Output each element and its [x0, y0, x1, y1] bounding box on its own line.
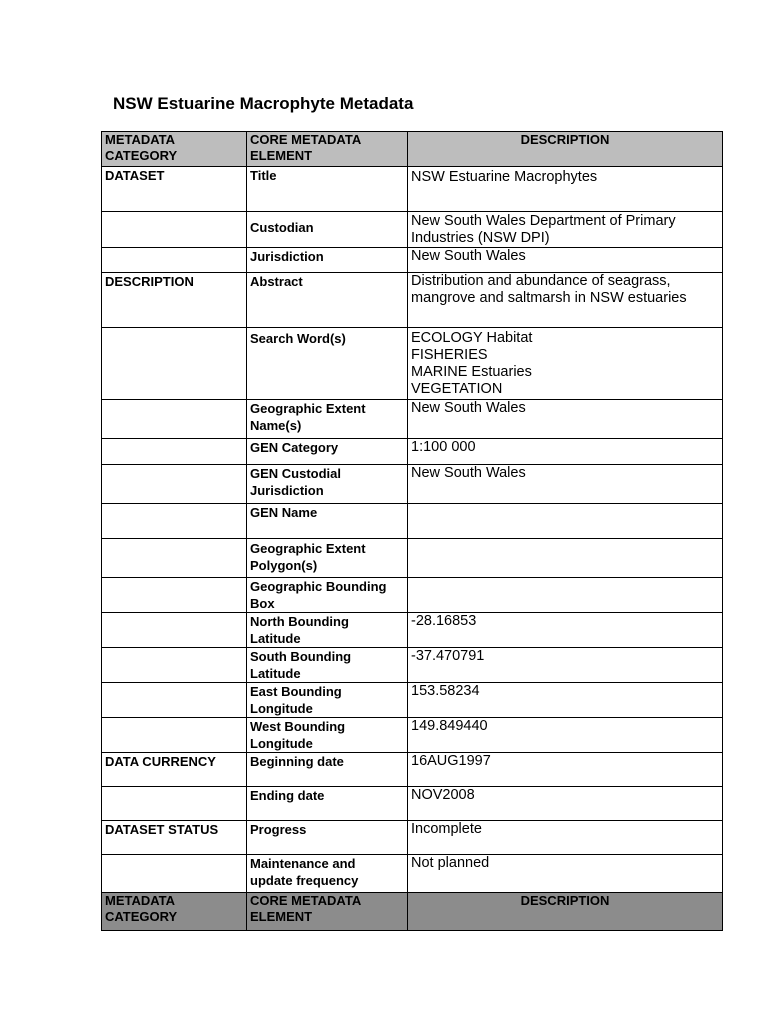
row-element: Maintenance and update frequency — [247, 855, 408, 893]
row-element: Progress — [247, 821, 408, 855]
header-metadata-category: METADATA CATEGORY — [102, 132, 247, 167]
table-row — [102, 855, 723, 893]
row-value: 1:100 000 — [408, 439, 723, 465]
row-value: New South Wales — [408, 248, 723, 273]
row-element: Geographic Bounding Box — [247, 578, 408, 613]
table-row — [102, 718, 723, 753]
row-category — [102, 504, 247, 539]
row-value: Distribution and abundance of seagrass, mangrove and saltmarsh in NSW estuaries — [408, 273, 723, 328]
row-element: GEN Name — [247, 504, 408, 539]
row-element: West Bounding Longitude — [247, 718, 408, 753]
row-value: 153.58234 — [408, 683, 723, 718]
table-row — [102, 465, 723, 504]
metadata-table — [101, 131, 723, 931]
row-category — [102, 787, 247, 821]
row-element: GEN Category — [247, 439, 408, 465]
row-element: Ending date — [247, 787, 408, 821]
header-core-metadata-element: CORE METADATA ELEMENT — [247, 893, 408, 931]
row-value: 16AUG1997 — [408, 753, 723, 787]
table-row — [102, 539, 723, 578]
row-value: Not planned — [408, 855, 723, 893]
row-value: NSW Estuarine Macrophytes — [408, 167, 723, 212]
row-category — [102, 578, 247, 613]
row-category: DATASET STATUS — [102, 821, 247, 855]
row-category: DESCRIPTION — [102, 273, 247, 328]
row-value — [408, 578, 723, 613]
row-value: New South Wales — [408, 465, 723, 504]
row-category — [102, 539, 247, 578]
row-value: New South Wales Department of Primary Industries (NSW DPI) — [408, 212, 723, 248]
table-row — [102, 613, 723, 648]
row-category — [102, 465, 247, 504]
table-row — [102, 578, 723, 613]
row-category — [102, 328, 247, 400]
page-title: NSW Estuarine Macrophyte Metadata — [113, 94, 414, 113]
row-element: North Bounding Latitude — [247, 613, 408, 648]
row-element: East Bounding Longitude — [247, 683, 408, 718]
row-element: Abstract — [247, 273, 408, 328]
row-category — [102, 855, 247, 893]
table-row — [102, 167, 723, 212]
row-value: NOV2008 — [408, 787, 723, 821]
header-core-metadata-element: CORE METADATA ELEMENT — [247, 132, 408, 167]
row-category — [102, 400, 247, 439]
table-row — [102, 248, 723, 273]
table-row — [102, 648, 723, 683]
table-row — [102, 439, 723, 465]
row-value: -37.470791 — [408, 648, 723, 683]
row-category — [102, 248, 247, 273]
row-element: GEN Custodial Jurisdiction — [247, 465, 408, 504]
row-value: Incomplete — [408, 821, 723, 855]
row-element: Beginning date — [247, 753, 408, 787]
row-element: Geographic Extent Name(s) — [247, 400, 408, 439]
row-category: DATA CURRENCY — [102, 753, 247, 787]
row-value: -28.16853 — [408, 613, 723, 648]
row-value: New South Wales — [408, 400, 723, 439]
row-element: South Bounding Latitude — [247, 648, 408, 683]
table-row — [102, 273, 723, 328]
table-row — [102, 400, 723, 439]
header-description: DESCRIPTION — [408, 893, 723, 931]
table-footer-header-row — [102, 893, 723, 931]
table-row — [102, 328, 723, 400]
table-row — [102, 683, 723, 718]
row-element: Jurisdiction — [247, 248, 408, 273]
row-value — [408, 539, 723, 578]
row-category — [102, 718, 247, 753]
row-category — [102, 648, 247, 683]
row-category — [102, 683, 247, 718]
table-row — [102, 504, 723, 539]
table-row — [102, 212, 723, 248]
row-category: DATASET — [102, 167, 247, 212]
row-value: ECOLOGY Habitat FISHERIES MARINE Estuaries VEGETATION — [408, 328, 723, 400]
row-element: Geographic Extent Polygon(s) — [247, 539, 408, 578]
table-row — [102, 753, 723, 787]
table-row — [102, 821, 723, 855]
row-element: Title — [247, 167, 408, 212]
row-value — [408, 504, 723, 539]
table-row — [102, 787, 723, 821]
row-element: Custodian — [247, 212, 408, 248]
row-element: Search Word(s) — [247, 328, 408, 400]
table-header-row — [102, 132, 723, 167]
row-value: 149.849440 — [408, 718, 723, 753]
header-description: DESCRIPTION — [408, 132, 723, 167]
row-category — [102, 613, 247, 648]
row-category — [102, 212, 247, 248]
row-category — [102, 439, 247, 465]
header-metadata-category: METADATA CATEGORY — [102, 893, 247, 931]
